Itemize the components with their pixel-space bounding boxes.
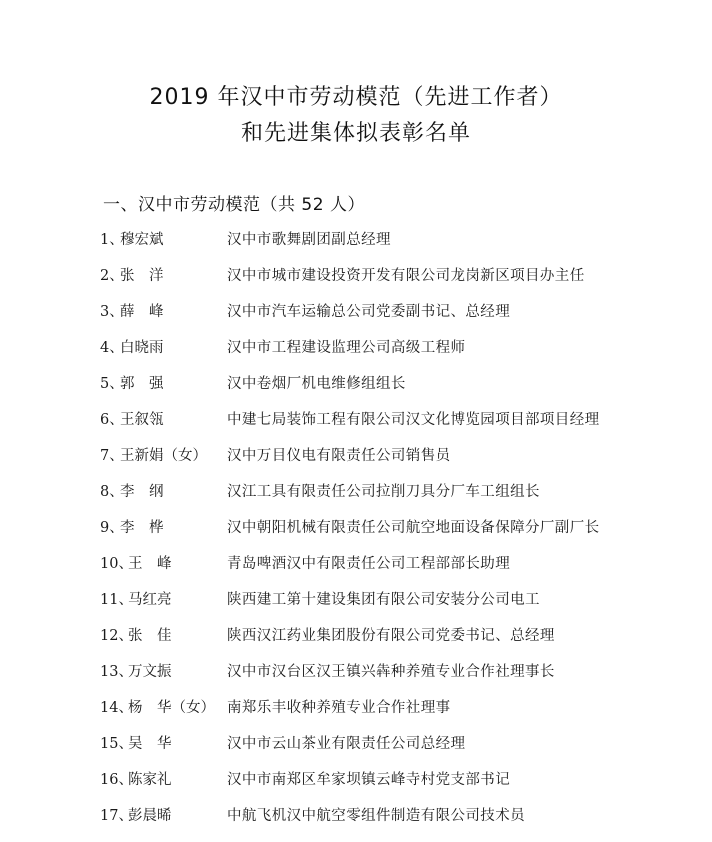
entry-name: 王 峰 [128,556,172,572]
entry-description: 汉中市云山茶业有限责任公司总经理 [227,736,466,752]
entry-description: 青岛啤酒汉中有限责任公司工程部部长助理 [227,556,511,572]
entry-number: 9、 [100,520,124,536]
list-item [100,228,700,264]
list-item [100,444,700,480]
entry-name: 李 纲 [120,484,164,500]
list-item [100,372,700,408]
entry-number: 14、 [100,700,133,716]
entry-description: 陕西汉江药业集团股份有限公司党委书记、总经理 [227,628,555,644]
entry-number: 17、 [100,808,133,824]
entry-description: 汉中市城市建设投资开发有限公司龙岗新区项目办主任 [227,268,585,284]
list-item [100,264,700,300]
honoree-list [100,228,700,840]
entry-description: 陕西建工第十建设集团有限公司安装分公司电工 [227,592,540,608]
document-title-line2: 和先进集体拟表彰名单 [240,121,471,146]
list-item [100,588,700,624]
entry-description: 汉中万目仪电有限责任公司销售员 [227,448,451,464]
entry-number: 5、 [100,376,124,392]
entry-number: 15、 [100,736,133,752]
list-item [100,624,700,660]
entry-description: 中航飞机汉中航空零组件制造有限公司技术员 [227,808,525,824]
entry-name: 王新娟（女） [120,448,207,464]
entry-description: 汉中朝阳机械有限责任公司航空地面设备保障分厂副厂长 [227,520,600,536]
list-item [100,516,700,552]
entry-name: 万文振 [128,664,172,680]
section-heading: 一、汉中市劳动模范（共 52 人） [103,195,365,215]
entry-number: 13、 [100,664,133,680]
entry-name: 郭 强 [120,376,164,392]
entry-name: 穆宏斌 [120,232,164,248]
entry-description: 汉中市汽车运输总公司党委副书记、总经理 [227,304,511,320]
entry-number: 2、 [100,268,124,284]
entry-name: 张 佳 [128,628,172,644]
entry-number: 1、 [100,232,124,248]
entry-name: 陈家礼 [128,772,172,788]
entry-name: 彭晨晞 [128,808,172,824]
list-item [100,408,700,444]
list-item [100,696,700,732]
entry-number: 7、 [100,448,124,464]
entry-name: 薛 峰 [120,304,164,320]
entry-name: 吴 华 [128,736,172,752]
entry-name: 白晓雨 [120,340,164,356]
entry-description: 中建七局装饰工程有限公司汉文化博览园项目部项目经理 [227,412,600,428]
entry-name: 张 洋 [120,268,164,284]
entry-description: 汉中卷烟厂机电维修组组长 [227,376,406,392]
entry-number: 4、 [100,340,124,356]
list-item [100,300,700,336]
entry-description: 汉中市歌舞剧团副总经理 [227,232,391,248]
entry-name: 王叙瓴 [120,412,164,428]
entry-description: 汉江工具有限责任公司拉削刀具分厂车工组组长 [227,484,540,500]
list-item [100,804,700,840]
entry-number: 8、 [100,484,124,500]
list-item [100,480,700,516]
entry-description: 南郑乐丰收种养殖专业合作社理事 [227,700,451,716]
list-item [100,660,700,696]
entry-name: 杨 华（女） [128,700,215,716]
entry-number: 12、 [100,628,133,644]
entry-description: 汉中市汉台区汉王镇兴犇种养殖专业合作社理事长 [227,664,555,680]
entry-number: 10、 [100,556,133,572]
document-title-line1: 2019 年汉中市劳动模范（先进工作者） [149,85,563,110]
list-item [100,732,700,768]
entry-description: 汉中市工程建设监理公司高级工程师 [227,340,466,356]
list-item [100,552,700,588]
entry-description: 汉中市南郑区牟家坝镇云峰寺村党支部书记 [227,772,511,788]
entry-name: 李 桦 [120,520,164,536]
entry-number: 11、 [100,592,133,608]
entry-number: 16、 [100,772,133,788]
list-item [100,336,700,372]
list-item [100,768,700,804]
entry-number: 3、 [100,304,124,320]
entry-number: 6、 [100,412,124,428]
entry-name: 马红亮 [128,592,172,608]
